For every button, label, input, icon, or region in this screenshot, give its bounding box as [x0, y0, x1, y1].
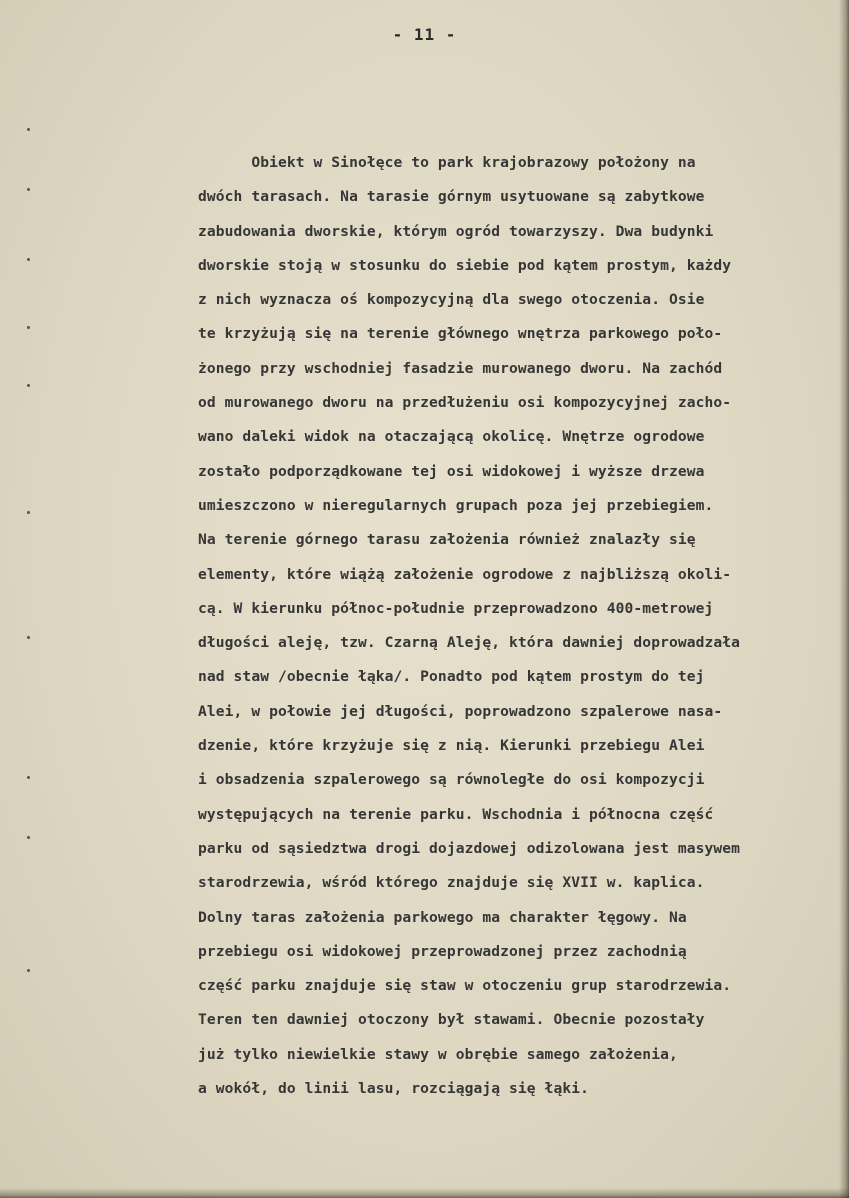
text-line: te krzyżują się na terenie głównego wnętrza parkowego poło-	[198, 325, 723, 343]
margin-mark	[27, 636, 30, 639]
text-line: żonego przy wschodniej fasadzie murowanego dworu. Na zachód	[198, 359, 723, 377]
text-line: część parku znajduje się staw w otoczeniu grup starodrzewia.	[198, 977, 732, 995]
margin-mark	[27, 188, 30, 191]
text-line: dworskie stoją w stosunku do siebie pod kątem prostym, każdy	[198, 256, 732, 274]
margin-mark	[27, 511, 30, 514]
text-line: Obiekt w Sinołęce to park krajobrazowy położony na	[198, 154, 696, 171]
text-line: nad staw /obecnie łąka/. Ponadto pod kątem prostym do tej	[198, 668, 705, 686]
text-line: przebiegu osi widokowej przeprowadzonej przez zachodnią	[198, 942, 687, 960]
margin-mark	[27, 326, 30, 329]
text-line: i obsadzenia szpalerowego są równoległe do osi kompozycji	[198, 771, 705, 789]
margin-mark	[27, 258, 30, 261]
text-line: już tylko niewielkie stawy w obrębie samego założenia,	[198, 1045, 678, 1063]
margin-mark	[27, 128, 30, 131]
text-line: Teren ten dawniej otoczony był stawami. Obecnie pozostały	[198, 1011, 705, 1029]
text-line: starodrzewia, wśród którego znajduje się XVII w. kaplica.	[198, 874, 705, 892]
margin-mark	[27, 969, 30, 972]
text-line: występujących na terenie parku. Wschodnia i północna część	[198, 805, 714, 823]
margin-mark	[27, 776, 30, 779]
text-line: wano daleki widok na otaczającą okolicę. Wnętrze ogrodowe	[198, 428, 705, 446]
body-text	[198, 146, 846, 1106]
text-line: umieszczono w nieregularnych grupach poza jej przebiegiem.	[198, 496, 714, 514]
text-line: cą. W kierunku północ-południe przeprowadzono 400-metrowej	[198, 599, 714, 617]
page-edge-shadow-right	[839, 0, 849, 1198]
text-line: od murowanego dworu na przedłużeniu osi kompozycyjnej zacho-	[198, 394, 732, 412]
page-edge-shadow-bottom	[0, 1188, 849, 1198]
text-line: Alei, w połowie jej długości, poprowadzono szpalerowe nasa-	[198, 702, 723, 720]
text-line: dzenie, które krzyżuje się z nią. Kierunki przebiegu Alei	[198, 737, 705, 755]
text-line: długości aleję, tzw. Czarną Aleję, która dawniej doprowadzała	[198, 634, 741, 652]
margin-mark	[27, 384, 30, 387]
text-line: parku od sąsiedztwa drogi dojazdowej odizolowana jest masywem	[198, 839, 741, 857]
text-line: Na terenie górnego tarasu założenia również znalazły się	[198, 531, 696, 549]
margin-mark	[27, 836, 30, 839]
page-number: - 11 -	[392, 25, 457, 44]
text-line: elementy, które wiążą założenie ogrodowe z najbliższą okoli-	[198, 565, 732, 583]
text-line: a wokół, do linii lasu, rozciągają się łąki.	[198, 1080, 589, 1098]
text-line: zabudowania dworskie, którym ogród towarzyszy. Dwa budynki	[198, 222, 714, 240]
text-line: zostało podporządkowane tej osi widokowej i wyższe drzewa	[198, 462, 705, 480]
text-line: Dolny taras założenia parkowego ma charakter łęgowy. Na	[198, 908, 687, 926]
text-line: z nich wyznacza oś kompozycyjną dla swego otoczenia. Osie	[198, 291, 705, 309]
text-line: dwóch tarasach. Na tarasie górnym usytuowane są zabytkowe	[198, 188, 705, 206]
